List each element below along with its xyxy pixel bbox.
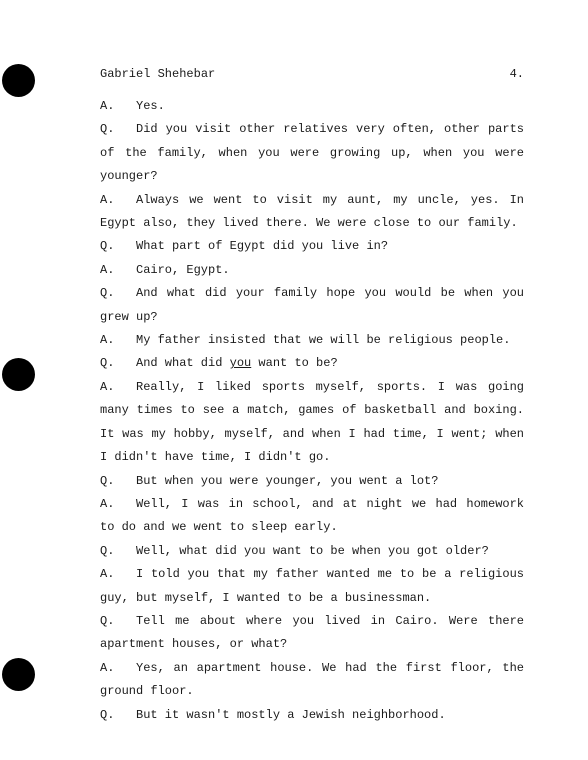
- transcript-entry: [100, 352, 524, 375]
- page-header: [100, 64, 524, 84]
- transcript-entry: [100, 657, 524, 704]
- entry-text: Did you visit other relatives very often, other parts of the family, when you were growing up, when you were younger?: [100, 122, 524, 184]
- entry-text: Tell me about where you lived in Cairo. Were there apartment houses, or what?: [100, 613, 524, 652]
- entry-text-before: And what did: [136, 356, 230, 371]
- underlined-word: you: [229, 356, 252, 371]
- entry-text: Well, what did you want to be when you got older?: [136, 543, 489, 558]
- speaker-marker: Q.: [100, 473, 115, 488]
- speaker-marker: Q.: [100, 356, 115, 371]
- interviewee-name: Gabriel Shehebar: [100, 67, 216, 81]
- entry-text: I told you that my father wanted me to be a religious guy, but myself, I wanted to be a businessman.: [100, 567, 524, 605]
- transcript-entry: [100, 118, 524, 188]
- entry-text-after: want to be?: [251, 356, 338, 371]
- speaker-marker: A.: [100, 660, 115, 675]
- speaker-marker: Q.: [100, 543, 115, 558]
- speaker-marker: A.: [100, 99, 115, 113]
- entry-text: But when you were younger, you went a lot?: [136, 473, 439, 488]
- transcript-entry: [100, 189, 524, 236]
- speaker-marker: Q.: [100, 122, 115, 137]
- speaker-marker: A.: [100, 192, 115, 207]
- transcript-entry: [100, 282, 524, 329]
- transcript-body: [100, 95, 524, 727]
- transcript-entry: [100, 235, 524, 258]
- binder-hole: [2, 658, 35, 691]
- speaker-marker: Q.: [100, 239, 115, 254]
- binder-hole: [2, 64, 35, 97]
- entry-text: But it wasn't mostly a Jewish neighborhood.: [136, 707, 446, 722]
- entry-text: Yes, an apartment house. We had the first floor, the ground floor.: [100, 660, 524, 699]
- entry-text: Cairo, Egypt.: [136, 262, 230, 277]
- transcript-entry: [100, 376, 524, 470]
- speaker-marker: A.: [100, 379, 115, 394]
- transcript-entry: [100, 704, 524, 727]
- entry-text: And what did your family hope you would be when you grew up?: [100, 286, 524, 324]
- transcript-entry: [100, 610, 524, 657]
- entry-text: Always we went to visit my aunt, my uncle, yes. In Egypt also, they lived there. We were close to our family.: [100, 192, 524, 231]
- transcript-entry: [100, 329, 524, 352]
- page-number: 4.: [509, 67, 524, 81]
- transcript-entry: [100, 470, 524, 493]
- speaker-marker: A.: [100, 496, 115, 511]
- transcript-entry: [100, 563, 524, 610]
- speaker-marker: Q.: [100, 286, 115, 301]
- speaker-marker: A.: [100, 333, 115, 348]
- binder-hole: [2, 358, 35, 391]
- entry-text: What part of Egypt did you live in?: [136, 239, 389, 254]
- speaker-marker: A.: [100, 262, 115, 277]
- entry-text: Well, I was in school, and at night we had homework to do and we went to sleep early.: [100, 496, 524, 535]
- entry-text: Really, I liked sports myself, sports. I was going many times to see a match, games of basketball and boxing. It was my hobby, myself, and when I had time, I went; when I didn't have time, I didn't go.: [100, 379, 524, 465]
- speaker-marker: Q.: [100, 707, 115, 722]
- transcript-entry: [100, 259, 524, 282]
- transcript-entry: [100, 540, 524, 563]
- transcript-entry: [100, 95, 524, 118]
- entry-text: Yes.: [136, 99, 165, 113]
- transcript-entry: [100, 493, 524, 540]
- speaker-marker: Q.: [100, 613, 115, 628]
- speaker-marker: A.: [100, 567, 115, 582]
- entry-text: My father insisted that we will be religious people.: [136, 333, 511, 348]
